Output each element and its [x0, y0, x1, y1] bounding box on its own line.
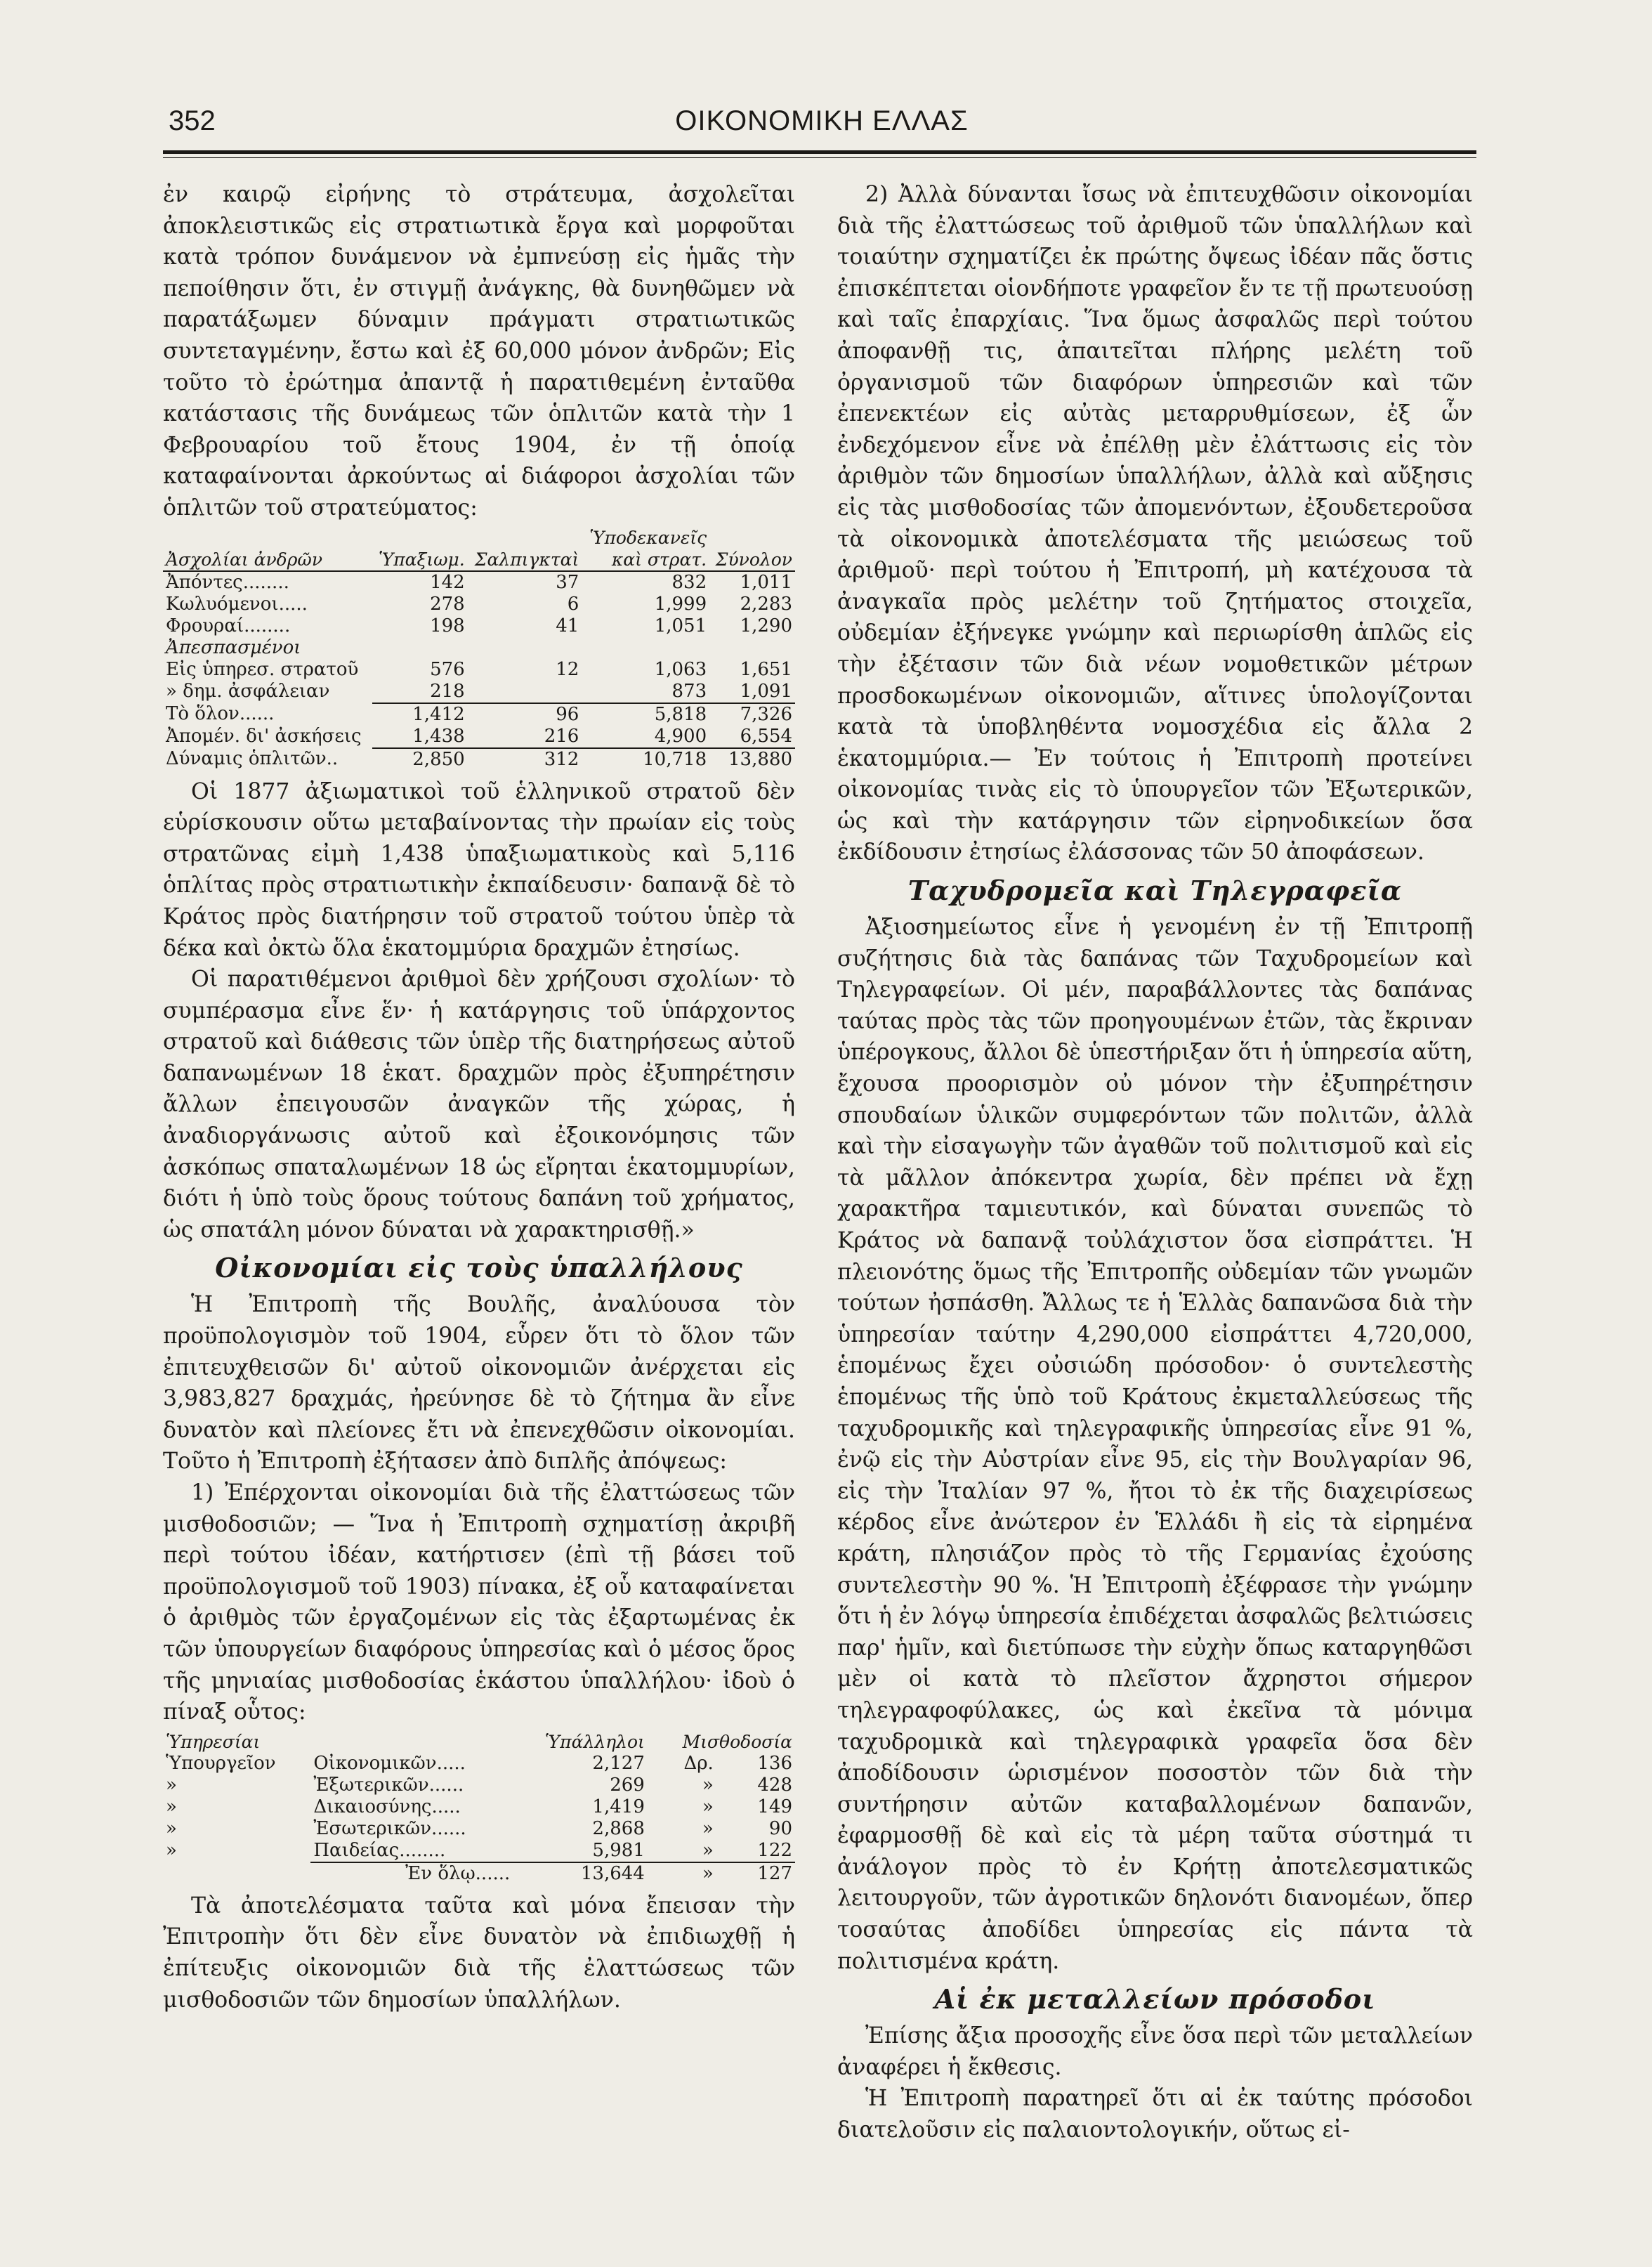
table-header-cell: Ὑπηρεσίαι	[166, 1731, 261, 1752]
table-row	[163, 1775, 795, 1796]
table-cell: 1,999	[654, 593, 707, 615]
table-row	[163, 615, 795, 637]
section-heading: Αἱ ἐκ μεταλλείων πρόσοδοι	[934, 1983, 1376, 2016]
table-cell: Οἰκονομικῶν.....	[313, 1752, 466, 1774]
table-cell: »	[166, 1817, 177, 1839]
table-cell: 1,290	[740, 615, 792, 636]
table-cell: 7,326	[709, 703, 795, 726]
table-cell: 832	[582, 571, 709, 594]
table-header-cell: Ὑποδεκανεῖς	[589, 527, 707, 548]
table-cell: 142	[372, 571, 468, 594]
table-cell: 90	[768, 1817, 792, 1839]
table-cell: Δρ.	[683, 1752, 714, 1774]
table-cell: 1,051	[654, 615, 707, 636]
table-cell: Ἐξωτερικῶν......	[313, 1774, 464, 1796]
table-cell: 198	[430, 615, 465, 636]
table-total-row	[163, 1862, 795, 1885]
table-cell: Δικαιοσύνης.....	[313, 1796, 461, 1817]
table-header-cell: Σαλπιγκταὶ	[474, 549, 579, 570]
table-cell: 5,981	[592, 1839, 645, 1861]
paragraph: Ἡ Ἐπιτροπὴ τῆς Βουλῆς, ἀναλύουσα τὸν προϋπολογισμὸν τοῦ 1904, εὗρεν ὅτι τὸ ὅλον τῶν ἐπιτευχθεισῶν δι' αὐτοῦ οἰκονομιῶν ἀνέρχεται εἰς 3,983,827 δραχμάς, ἠρεύνησε δὲ τὸ ζήτημα ἂν εἶνε δυνατὸν καὶ πλείονες ἔτι νὰ ἐπενεχθῶσιν οἰκονομίαι. Τοῦτο ἡ Ἐπιτροπὴ ἐξήτασεν ἀπὸ διπλῆς ἀπόψεως:	[163, 1292, 795, 1475]
paragraph: 2) Ἀλλὰ δύνανται ἴσως νὰ ἐπιτευχθῶσιν οἰκονομίαι διὰ τῆς ἐλαττώσεως τοῦ ἀριθμοῦ τῶν ὑπαλλήλων καὶ τοιαύτην σχηματίζει ἐκ πρώτης ὄψεως ἰδέαν πᾶς ὅστις ἐπισκέπτεται οἱονδήποτε γραφεῖον ἔν τε τῇ πρωτευούσῃ καὶ ταῖς ἐπαρχίαις. Ἵνα ὅμως ἀσφαλῶς περὶ τούτου ἀποφανθῇ τις, ἀπαιτεῖται πλήρης μελέτη τοῦ ὀργανισμοῦ τῶν διαφόρων ὑπηρεσιῶν καὶ τῶν ἐπενεκτέων εἰς αὐτὰς μεταρρυθμίσεων, ἐξ ὧν ἐνδεχόμενον εἶνε νὰ ἐπέλθῃ μὲν ἐλάττωσις εἰς τὸν ἀριθμὸν τῶν δημοσίων ὑπαλλήλων, ἀλλὰ καὶ αὔξησις εἰς τὰς μισθοδοσίας τῶν ἀπομενόντων, ἐξουδετεροῦσα τὰ οἰκονομικὰ ἀποτελέσματα τῆς μειώσεως τοῦ ἀριθμοῦ· περὶ τούτου ἡ Ἐπιτροπή, μὴ κατέχουσα τὰ ἀναγκαῖα πρὸς μελέτην τοῦ ζητήματος στοιχεῖα, οὐδεμίαν ἐξήνεγκε γνώμην καὶ περιωρίσθη ἁπλῶς εἰς τὴν ἐξέτασιν τῶν διὰ νέων νομοθετικῶν μέτρων προσδοκωμένων οἰκονομιῶν, αἵτινες ὑπολογίζονται κατὰ τὰ ὑποβληθέντα νομοσχέδια εἰς ἄλλα 2 ἑκατομμύρια.— Ἐν τούτοις ἡ Ἐπιτροπὴ προτείνει οἰκονομίας τινὰς εἰς τὸ ὑπουργεῖον τῶν Ἐξωτερικῶν, ὡς καὶ τὴν κατάργησιν τῶν εἰρηνοδικείων ὅσα ἐκδίδουσιν ἐτησίως ἐλάσσονας τῶν 50 ἀποφάσεων.	[837, 182, 1473, 865]
table-total-row	[163, 703, 795, 726]
table-cell: 1,651	[740, 658, 792, 680]
table-row	[163, 1840, 795, 1862]
table-cell: »	[648, 1862, 716, 1885]
table-cell: 216	[544, 725, 579, 747]
table-total-row	[163, 748, 795, 771]
paragraph: Οἱ 1877 ἀξιωματικοὶ τοῦ ἑλληνικοῦ στρατοῦ δὲν εὑρίσκουσιν οὕτω μεταβαίνοντας τὴν πρωίαν εἰς τοὺς στρατῶνας εἰμὴ 1,438 ὑπαξιωματικοὺς καὶ 5,116 ὁπλίτας πρὸς στρατιωτικὴν ἐκπαίδευσιν· δαπανᾷ δὲ τὸ Κράτος πρὸς διατήρησιν τοῦ στρατοῦ τούτου ὑπὲρ τὰ δέκα καὶ ὀκτὼ ὅλα ἑκατομμύρια δραχμῶν ἐτησίως.	[163, 778, 795, 961]
table-header-cell: καὶ στρατ.	[611, 549, 707, 570]
table-cell: 13,644	[513, 1862, 648, 1885]
table-cell: 122	[757, 1839, 792, 1861]
table-subheading: Ἀπεσπασμένοι	[166, 636, 301, 658]
table-cell: 5,818	[582, 703, 709, 726]
table-cell: 1,011	[709, 571, 795, 594]
table-cell: 873	[671, 680, 707, 702]
table-cell: Τὸ ὅλον......	[166, 703, 275, 725]
table-cell: 2,283	[740, 593, 792, 615]
table-row	[163, 1753, 795, 1775]
table-row	[163, 1796, 795, 1818]
table-cell: 1,419	[592, 1796, 645, 1817]
table-cell: 1,063	[654, 658, 707, 680]
table-cell: Ἐν ὅλῳ......	[310, 1862, 513, 1885]
table-header-cell: Μισθοδοσία	[682, 1731, 792, 1752]
table-cell: »	[702, 1817, 714, 1839]
table-cell: 269	[610, 1774, 645, 1796]
page-number: 352	[169, 105, 216, 136]
table-row	[163, 726, 795, 748]
table-cell: »	[166, 1840, 177, 1862]
table-cell: 10,718	[582, 748, 709, 771]
table-header	[163, 549, 795, 571]
table-cell: »	[166, 1796, 177, 1817]
table-cell: 149	[757, 1796, 792, 1817]
paragraph: ἐν καιρῷ εἰρήνης τὸ στράτευμα, ἀσχολεῖται ἀποκλειστικῶς εἰς στρατιωτικὰ ἔργα καὶ μορφοῦται κατὰ τρόπον δυνάμενον νὰ ἐμπνεύσῃ εἰς ἡμᾶς τὴν πεποίθησιν ὅτι, ἐν στιγμῇ ἀνάγκης, θὰ δυνηθῶμεν νὰ παρατάξωμεν δύναμιν πράγματι στρατιωτικῶς συντεταγμένην, ἔστω καὶ ἐξ 60,000 μόνον ἀνδρῶν; Εἰς τοῦτο τὸ ἐρώτημα ἀπαντᾷ ἡ παρατιθεμένη ἐνταῦθα κατάστασις τῆς δυνάμεως τῶν ὁπλιτῶν κατὰ τὴν 1 Φεβρουαρίου τοῦ ἔτους 1904, ἐν τῇ ὁποίᾳ καταφαίνονται ἀρκούντως αἱ διάφοροι ἀσχολίαι τῶν ὁπλιτῶν τοῦ στρατεύματος:	[163, 182, 795, 521]
table-cell: 4,900	[654, 725, 707, 747]
table-cell: 37	[468, 571, 582, 594]
header-rule-thin	[163, 157, 1476, 158]
table-cell: 218	[430, 680, 465, 702]
table-cell: Εἰς ὑπηρεσ. στρατοῦ	[166, 658, 359, 680]
table-cell: 576	[430, 658, 465, 680]
table-cell: 1,412	[372, 703, 468, 726]
journal-title: ΟΙΚΟΝΟΜΙΚΗ ΕΛΛΑΣ	[675, 105, 969, 136]
table-header-cell: Σύνολον	[715, 549, 792, 570]
table-cell: Ἐσωτερικῶν......	[313, 1817, 466, 1839]
header-rule	[163, 150, 1476, 154]
table-header-cell: Ἀσχολίαι ἀνδρῶν	[166, 549, 323, 570]
table-cell: 2,127	[592, 1752, 645, 1774]
table-header-top	[163, 527, 795, 549]
table-cell: 127	[716, 1862, 795, 1885]
table-header	[163, 1731, 795, 1753]
table-cell: 6	[567, 593, 579, 615]
table-row	[163, 594, 795, 615]
table-row	[163, 1818, 795, 1840]
table-cell: 136	[757, 1752, 792, 1774]
paragraph: Ἀξιοσημείωτος εἶνε ἡ γενομένη ἐν τῇ Ἐπιτροπῇ συζήτησις διὰ τὰς δαπάνας τῶν Ταχυδρομείων καὶ Τηλεγραφείων. Οἱ μέν, παραβάλλοντες τὰς δαπάνας ταύτας πρὸς τὰς τῶν προηγουμένων ἐτῶν, τὰς ἔκριναν ὑπέρογκους, ἄλλοι δὲ ὑπεστήριξαν ὅτι ἡ ὑπηρεσία αὕτη, ἔχουσα προορισμὸν οὐ μόνον τὴν ἐξυπηρέτησιν σπουδαίων ὑλικῶν συμφερόντων τῶν πολιτῶν, ἀλλὰ καὶ τὴν εἰσαγωγὴν τῶν ἀγαθῶν τοῦ πολιτισμοῦ καὶ εἰς τὰ μᾶλλον ἀπόκεντρα χωρία, δὲν πρέπει νὰ ἔχῃ χαρακτῆρα ταμιευτικόν, καὶ δύναται συνεπῶς τὸ Κράτος νὰ δαπανᾷ τοὐλάχιστον ὅσα εἰσπράττει. Ἡ πλειονότης ὅμως τῆς Ἐπιτροπῆς οὐδεμίαν τῶν γνωμῶν τούτων ἠσπάσθη. Ἄλλως τε ἡ Ἑλλὰς δαπανῶσα διὰ τὴν ὑπηρεσίαν ταύτην 4,290,000 εἰσπράττει 4,720,000, ἑπομένως ἔχει οὐσιώδη πρόσοδον· ὁ συντελεστὴς ἑπομένως τῆς ὑπὸ τοῦ Κράτους ἐκμεταλλεύσεως τῆς ταχυδρομικῆς καὶ τηλεγραφικῆς ὑπηρεσίας εἶνε 91 %, ἐνῷ εἰς τὴν Αὐστρίαν εἶνε 95, εἰς τὴν Βουλγαρίαν 96, εἰς τὴν Ἰταλίαν 97 %, ἤτοι τὸ ἐκ τῆς διαχειρίσεως κέρδος εἶνε ἀνώτερον ἐν Ἑλλάδι ἢ εἰς τὰ εἰρημένα κράτη, πλησιάζον πρὸς τὸ τῆς Γερμανίας ἐχούσης συντελεστὴν 90 %. Ἡ Ἐπιτροπὴ ἐξέφρασε τὴν γνώμην ὅτι ἡ ἐν λόγῳ ὑπηρεσία ἐπιδέχεται ἀσφαλῶς βελτιώσεις παρ' ἡμῖν, καὶ διετύπωσε τὴν εὐχὴν ὅπως καταργηθῶσι μὲν οἱ κατὰ τὸ πλεῖστον ἄχρηστοι σήμερον τηλεγραφοφύλακες, ὡς καὶ ἐκεῖνα τὰ μόνιμα ταχυδρομικὰ καὶ τηλεγραφικὰ γραφεῖα ὅσα δὲν ἀποδίδουσιν ὡρισμένον ποσοστὸν τῶν διὰ τὴν συντήρησιν αὐτῶν καταβαλλομένων δαπανῶν, ἐφαρμοσθῇ δὲ καὶ εἰς τὰ μέρη ταῦτα σύστημά τι ἀνάλογον πρὸς τὸ ἐν Κρήτῃ ἀποτελεσματικῶς λειτουργοῦν, τῶν ἀγροτικῶν δηλονότι διανομέων, ὅπερ τοσαύτας ἀποδίδει ὑπηρεσίας εἰς πάντα τὰ πολιτισμένα κράτη.	[837, 915, 1473, 1974]
paragraph: Ἡ Ἐπιτροπὴ παρατηρεῖ ὅτι αἱ ἐκ ταύτης πρόσοδοι διατελοῦσιν εἰς παλαιοντολογικήν, οὕτως εἰ-	[837, 2086, 1473, 2143]
table-cell: 2,850	[372, 748, 468, 771]
table-cell: 12	[556, 658, 579, 680]
table-cell: Φρουραί........	[166, 615, 291, 636]
table-row	[163, 681, 795, 703]
left-column	[163, 179, 795, 2016]
table-cell: »	[702, 1774, 714, 1796]
table-cell: 312	[468, 748, 582, 771]
table-subheading-row	[163, 637, 795, 659]
table-cell: Κωλυόμενοι.....	[166, 593, 308, 615]
table-cell: 6,554	[740, 725, 792, 747]
table-cell: 2,868	[592, 1817, 645, 1839]
running-head	[169, 105, 1475, 145]
table-cell: »	[702, 1796, 714, 1817]
army-activities-table	[163, 527, 795, 771]
table-cell: 1,438	[412, 725, 465, 747]
paragraph: Ἐπίσης ἄξια προσοχῆς εἶνε ὅσα περὶ τῶν μεταλλείων ἀναφέρει ἡ ἔκθεσις.	[837, 2023, 1473, 2080]
section-heading: Ταχυδρομεῖα καὶ Τηλεγραφεῖα	[907, 875, 1403, 907]
table-cell: Ἀπόντες........	[163, 571, 372, 594]
ministries-salary-table	[163, 1731, 795, 1885]
table-header-cell: Ὑπάλληλοι	[544, 1731, 645, 1752]
table-cell: 13,880	[709, 748, 795, 771]
table-cell: »	[702, 1839, 714, 1861]
table-cell: 96	[468, 703, 582, 726]
table-cell	[468, 681, 582, 703]
table-cell: 278	[430, 593, 465, 615]
paragraph: Οἱ παρατιθέμενοι ἀριθμοὶ δὲν χρήζουσι σχολίων· τὸ συμπέρασμα εἶνε ἕν· ἡ κατάργησις τοῦ ὑπάρχοντος στρατοῦ καὶ διάθεσις τῶν ὑπὲρ τῆς διατηρήσεως αὐτοῦ δαπανωμένων 18 ἑκατ. δραχμῶν πρὸς ἐξυπηρέτησιν ἄλλων ἐπειγουσῶν ἀναγκῶν τῆς χώρας, ἡ ἀναδιοργάνωσις αὐτοῦ καὶ ἐξοικονόμησις τῶν ἀσκόπως σπαταλωμένων 18 ὡς εἴρηται ἑκατομμυρίων, διότι ἡ ὑπὸ τοὺς ὅρους τούτους δαπάνη τοῦ χρήματος, ὡς σπατάλη μόνον δύναται νὰ χαρακτηρισθῇ.»	[163, 967, 795, 1243]
paragraph: 1) Ἐπέρχονται οἰκονομίαι διὰ τῆς ἐλαττώσεως τῶν μισθοδοσιῶν; — Ἵνα ἡ Ἐπιτροπὴ σχηματίσῃ ἀκριβῆ περὶ τούτου ἰδέαν, κατήρτισεν (ἐπὶ τῇ βάσει τοῦ προϋπολογισμοῦ τοῦ 1903) πίνακα, ἐξ οὗ καταφαίνεται ὁ ἀριθμὸς τῶν ἐργαζομένων εἰς τὰς ἐξαρτωμένας ἐκ τῶν ὑπουργείων διαφόρους ὑπηρεσίας καὶ ὁ μέσος ὅρος τῆς μηνιαίας μισθοδοσίας ἑκάστου ὑπαλλήλου· ἰδοὺ ὁ πίναξ οὗτος:	[163, 1480, 795, 1725]
table-header-cell: Ὑπαξιωμ.	[378, 549, 465, 570]
table-row	[163, 659, 795, 681]
table-cell: Παιδείας........	[313, 1839, 446, 1861]
table-cell: Δύναμις ὁπλιτῶν..	[166, 748, 339, 770]
table-cell: 428	[757, 1774, 792, 1796]
table-cell: 1,091	[740, 680, 792, 702]
table-row	[163, 571, 795, 594]
table-cell: Ὑπουργεῖον	[166, 1752, 276, 1774]
table-cell: » δημ. ἀσφάλειαν	[166, 681, 330, 703]
paragraph: Τὰ ἀποτελέσματα ταῦτα καὶ μόνα ἔπεισαν τὴν Ἐπιτροπὴν ὅτι δὲν εἶνε δυνατὸν νὰ ἐπιδιωχθῇ ἡ ἐπίτευξις οἰκονομιῶν διὰ τῆς ἐλαττώσεως τῶν μισθοδοσιῶν τῶν δημοσίων ὑπαλλήλων.	[163, 1893, 795, 2013]
table-cell: »	[166, 1774, 177, 1796]
section-heading: Οἰκονομίαι εἰς τοὺς ὑπαλλήλους	[215, 1252, 743, 1284]
table-cell: 41	[556, 615, 579, 636]
right-column	[837, 179, 1473, 2146]
table-cell: Ἀπομέν. δι' ἀσκήσεις	[166, 726, 362, 747]
